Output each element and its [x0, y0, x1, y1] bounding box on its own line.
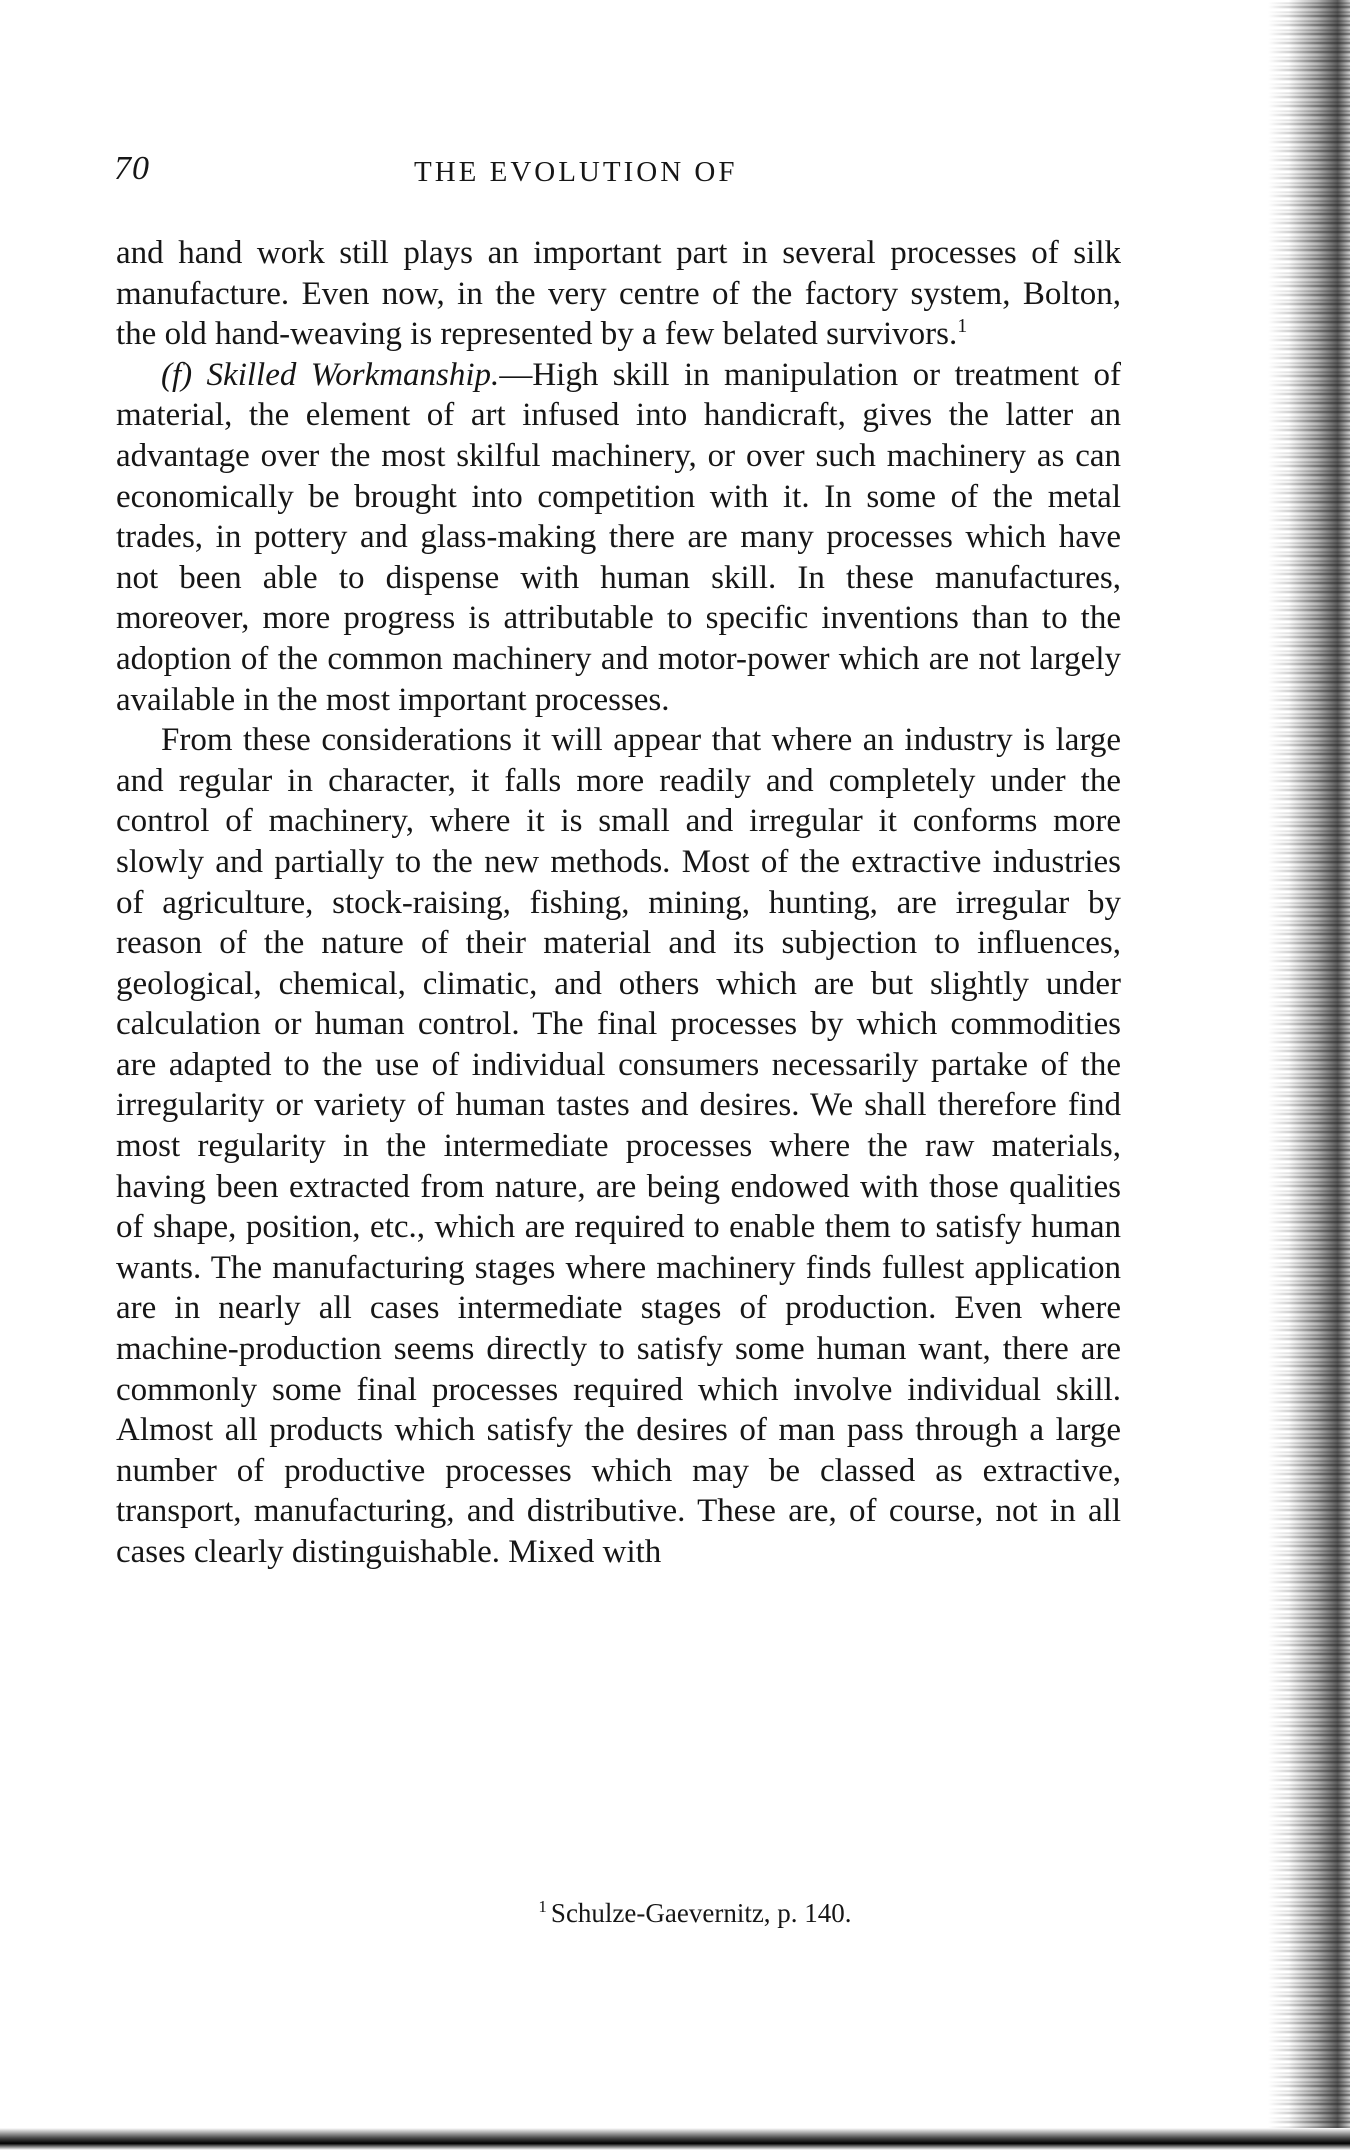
body-text	[116, 233, 1121, 1573]
page-edge-bottom	[0, 2128, 1350, 2150]
running-head	[114, 150, 1124, 200]
paragraph-2-text: —High skill in manipulation or treatment of material, the element of art infused into handicraft, gives the latter an advantage over the most skilful machinery, or over such machinery as can economically be brought into competition with it. In some of the metal trades, in pottery and glass-making there are many processes which have not been able to dispense with human skill. In these manufactures, moreover, more progress is attributable to specific inventions than to the adoption of the common machinery and motor-power which are not largely available in the most important processes.	[116, 356, 1121, 718]
page-number: 70	[114, 150, 150, 187]
section-heading-skilled-workmanship: (f) Skilled Workmanship.	[161, 356, 500, 393]
footnote-text: Schulze-Gaevernitz, p. 140.	[550, 1898, 852, 1928]
paragraph-1-text: and hand work still plays an important part in several processes of silk manufacture. Even now, in the very centre of the factory system, Bolton, the old hand-weaving is represented by a few belated survivors.	[116, 235, 1121, 353]
footnote-mark: 1	[538, 1897, 547, 1916]
paragraph-1	[116, 233, 1121, 355]
footnote-reference: 1	[957, 315, 968, 338]
paragraph-3	[116, 720, 1121, 1572]
page-edge-shadow	[1268, 0, 1350, 2150]
footnote	[0, 1898, 1350, 1929]
running-title: THE EVOLUTION OF	[414, 156, 738, 188]
paragraph-2	[116, 355, 1121, 720]
paragraph-3-text: From these considerations it will appear that where an industry is large and regular in character, it falls more readily and completely under the control of machinery, where it is small and irregular it conforms more slowly and partially to the new methods. Most of the extractive industries of agriculture, stock-raising, fishing, mining, hunting, are irregular by reason of the nature of their material and its subjection to influences, geological, chemical, climatic, and others which are but slightly under calculation or human control. The final processes by which commodities are adapted to the use of individual consumers necessarily partake of the irregularity or variety of human tastes and desires. We shall therefore find most regularity in the intermediate processes where the raw materials, having been extracted from nature, are being endowed with those qualities of shape, position, etc., which are required to enable them to satisfy human wants. The manufacturing stages where machinery finds fullest application are in nearly all cases intermediate stages of production. Even where machine-production seems directly to satisfy some human want, there are commonly some final processes required which involve individual skill. Almost all products which satisfy the desires of man pass through a large number of productive processes which may be classed as extractive, transport, manufacturing, and distributive. These are, of course, not in all cases clearly distinguishable. Mixed with	[116, 722, 1121, 1570]
